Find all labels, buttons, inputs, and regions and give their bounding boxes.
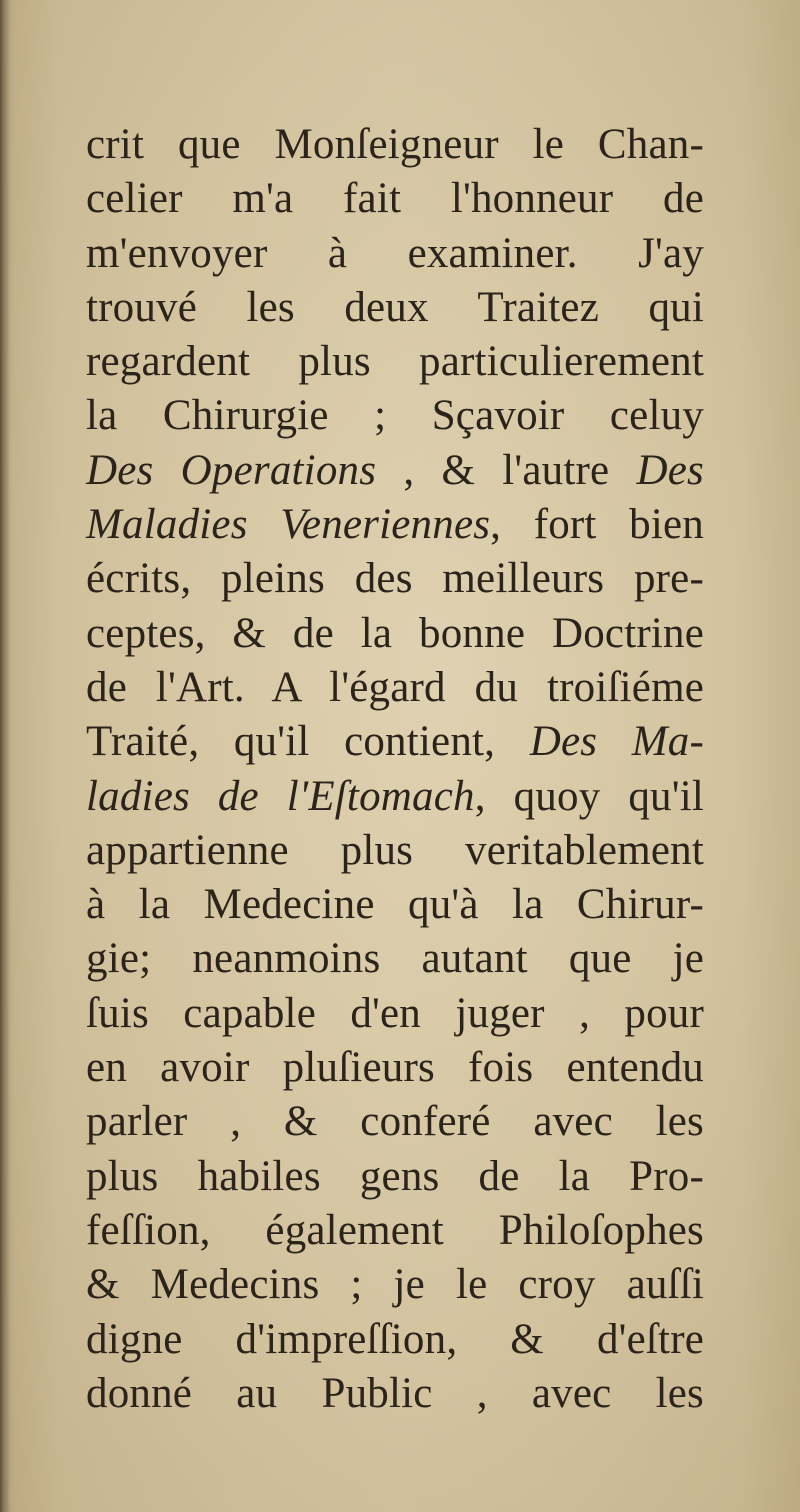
text-span: ceptes, & de la bonne Doctrine (86, 609, 704, 657)
text-span: donné au Public , avec les (86, 1369, 704, 1417)
text-line (86, 661, 704, 715)
text-span: gie; neanmoins autant que je (86, 935, 704, 983)
text-line (86, 1258, 704, 1312)
text-span: feſſion, également Philoſophes (86, 1206, 704, 1254)
text-span: Traité, qu'il contient, (86, 718, 530, 766)
text-span: parler , & conferé avec les (86, 1098, 704, 1146)
text-span: en avoir pluſieurs fois entendu (86, 1044, 704, 1092)
text-span: ſuis capable d'en juger , pour (86, 989, 704, 1037)
text-line (86, 1150, 704, 1204)
text-line (86, 444, 704, 498)
text-span: la Chirurgie ; Sçavoir celuy (86, 392, 704, 440)
text-span: regardent plus particulierement (86, 338, 704, 386)
text-span: à la Medecine qu'à la Chirur- (86, 881, 704, 929)
text-line (86, 1313, 704, 1367)
text-line (86, 1095, 704, 1149)
text-line (86, 878, 704, 932)
text-span: , fort bien (490, 501, 704, 549)
text-span: écrits, pleins des meilleurs pre- (86, 555, 704, 603)
text-span: & Medecins ; je le croy auſſi (86, 1261, 704, 1309)
italic-title-maladies-veneriennes: Maladies Veneriennes (86, 501, 491, 549)
text-span: , quoy qu'il (474, 772, 704, 820)
text-span: appartienne plus veritablement (86, 826, 704, 874)
text-line (86, 389, 704, 443)
text-line (86, 172, 704, 226)
binding-gutter (0, 0, 10, 1512)
text-line (86, 281, 704, 335)
text-line (86, 1041, 704, 1095)
text-line (86, 227, 704, 281)
text-span: digne d'impreſſion, & d'eſtre (86, 1315, 704, 1363)
italic-title-estomach: ladies de l'Eſtomach (86, 772, 475, 820)
text-line (86, 770, 704, 824)
body-text (86, 118, 704, 1421)
text-line (86, 552, 704, 606)
text-line (86, 1204, 704, 1258)
text-line (86, 498, 704, 552)
text-line (86, 335, 704, 389)
text-line (86, 607, 704, 661)
text-span: plus habiles gens de la Pro- (86, 1152, 704, 1200)
text-span: crit que Monſeigneur le Chan- (86, 121, 704, 168)
text-span: m'envoyer à examiner. J'ay (86, 229, 704, 277)
text-span: trouvé les deux Traitez qui (86, 283, 704, 331)
text-line (86, 118, 704, 172)
text-span: , & l'autre (376, 446, 637, 494)
italic-title-operations: Des Operations (86, 446, 377, 494)
text-line (86, 824, 704, 878)
text-line (86, 932, 704, 986)
text-line (86, 1367, 704, 1421)
text-span: de l'Art. A l'égard du troiſiéme (86, 663, 704, 711)
text-line (86, 715, 704, 769)
italic-title-fragment: Des Ma- (529, 718, 705, 766)
text-span: celier m'a fait l'honneur de (86, 175, 704, 223)
italic-title-fragment: Des (636, 446, 704, 494)
text-line (86, 987, 704, 1041)
